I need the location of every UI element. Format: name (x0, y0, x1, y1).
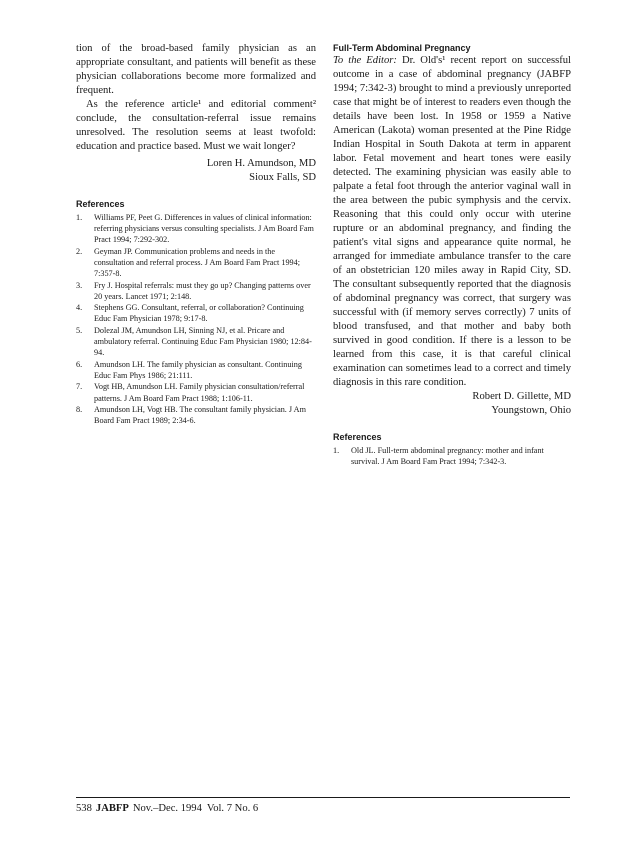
reference-text: Old JL. Full-term abdominal pregnancy: mother and infant survival. J Am Board Fam Pract 1994; 7:342-3. (351, 446, 544, 467)
reference-text: Vogt HB, Amundson LH. Family physician consultation/referral patterns. J Am Board Fam Pract 1988; 1:106-11. (94, 382, 305, 403)
reference-text: Stephens GG. Consultant, referral, or collaboration? Continuing Educ Fam Physician 1978; 9:17-8. (94, 303, 304, 324)
reference-item (76, 325, 316, 358)
footer-rule (76, 797, 570, 798)
reference-text: Amundson LH, Vogt HB. The consultant family physician. J Am Board Fam Pract 1989; 2:34-6. (94, 405, 306, 426)
volume-issue: Vol. 7 No. 6 (206, 803, 259, 814)
page-footer (76, 802, 258, 816)
salutation: To the Editor: (333, 55, 397, 66)
page-number: 538 (76, 803, 92, 814)
reference-item (76, 404, 316, 426)
signature-name: Loren H. Amundson, MD (206, 158, 316, 169)
journal-name: JABFP (95, 803, 129, 814)
reference-text: Amundson LH. The family physician as consultant. Continuing Educ Fam Phys 1986; 21:111. (94, 359, 302, 380)
reference-number: 6. (76, 359, 83, 369)
left-column (76, 42, 316, 427)
reference-number: 4. (76, 303, 83, 313)
reference-number: 1. (333, 446, 340, 455)
reference-number: 5. (76, 325, 83, 335)
signature-location: Youngstown, Ohio (491, 405, 571, 416)
body-paragraph: tion of the broad-based family physician as an appropriate consultant, and patients will benefit as these physician collaborations become more formalized and frequent. (76, 43, 316, 96)
reference-text: Williams PF, Peet G. Differences in values of clinical information: referring physicians versus consulting specialists. J Am Board Fam Pract 1994; 7:292-302. (94, 213, 314, 245)
issue-date: Nov.–Dec. 1994 (132, 803, 202, 814)
letter-title: Full-Term Abdominal Pregnancy (333, 43, 471, 53)
reference-item (76, 359, 316, 381)
right-column (333, 42, 571, 468)
reference-text: Dolezal JM, Amundson LH, Sinning NJ, et al. Pricare and ambulatory referral. Continuing Educ Fam Physician 1980; 12:84-94. (94, 325, 312, 358)
reference-list (333, 445, 571, 467)
reference-text: Fry J. Hospital referrals: must they go up? Changing patterns over 20 years. Lancet 1971; 2:148. (94, 280, 311, 301)
reference-item (76, 246, 316, 279)
reference-item (76, 381, 316, 403)
reference-item (76, 212, 316, 245)
references-heading: References (76, 199, 125, 209)
body-paragraph: As the reference article¹ and editorial comment² conclude, the consultation-referral issue remains unresolved. The resolution seems at least twofold: education and practice based. Must we wait longer? (76, 99, 316, 152)
letter-body-text: Dr. Old's¹ recent report on successful outcome in a case of abdominal pregnancy (JABFP 1994; 7:342-3) brought to mind a previously unreported case that might be of interest to readers even though the details have been lost. In 1958 or 1959 a Native American (Lakota) woman presented at the Pine Ridge Indian Hospital in South Dakota at term in apparent labor. Fetal movement and heart tones were easily detected. The examining physician was easily able to palpate a fetal foot through the anterior vaginal wall in the area between the pubic symphysis and the cervix. Reasoning that this could only occur with uterine rupture or an abdominal pregnancy, and finding the patient's vital signs and appearance quite normal, he arranged for immediate ambulance transfer to the care of an obstetrician 120 miles away in Rapid City, SD. The consultant subsequently reported that the diagnosis of abdominal pregnancy was correct, that surgery was successful with (if memory serves correctly) 7 units of blood transfused, and that mother and baby both survived in good condition. If there is a lesson to be learned from this case, it is that careful clinical examination can sometimes lead to a correct and timely diagnosis in this rare condition. (333, 55, 571, 388)
reference-text: Geyman JP. Communication problems and needs in the consultation and referral process. J Am Board Fam Pract 1994; 7:357-8. (94, 246, 301, 278)
reference-number: 3. (76, 280, 83, 290)
letter-body (333, 54, 571, 390)
references-heading: References (333, 432, 382, 442)
reference-number: 2. (76, 246, 83, 256)
reference-item (333, 445, 571, 467)
reference-item (76, 280, 316, 302)
signature-location: Sioux Falls, SD (249, 172, 316, 183)
reference-item (76, 302, 316, 324)
reference-number: 8. (76, 405, 83, 415)
reference-list (76, 212, 316, 426)
reference-number: 7. (76, 382, 83, 392)
signature-name: Robert D. Gillette, MD (472, 391, 571, 402)
reference-number: 1. (76, 213, 83, 222)
